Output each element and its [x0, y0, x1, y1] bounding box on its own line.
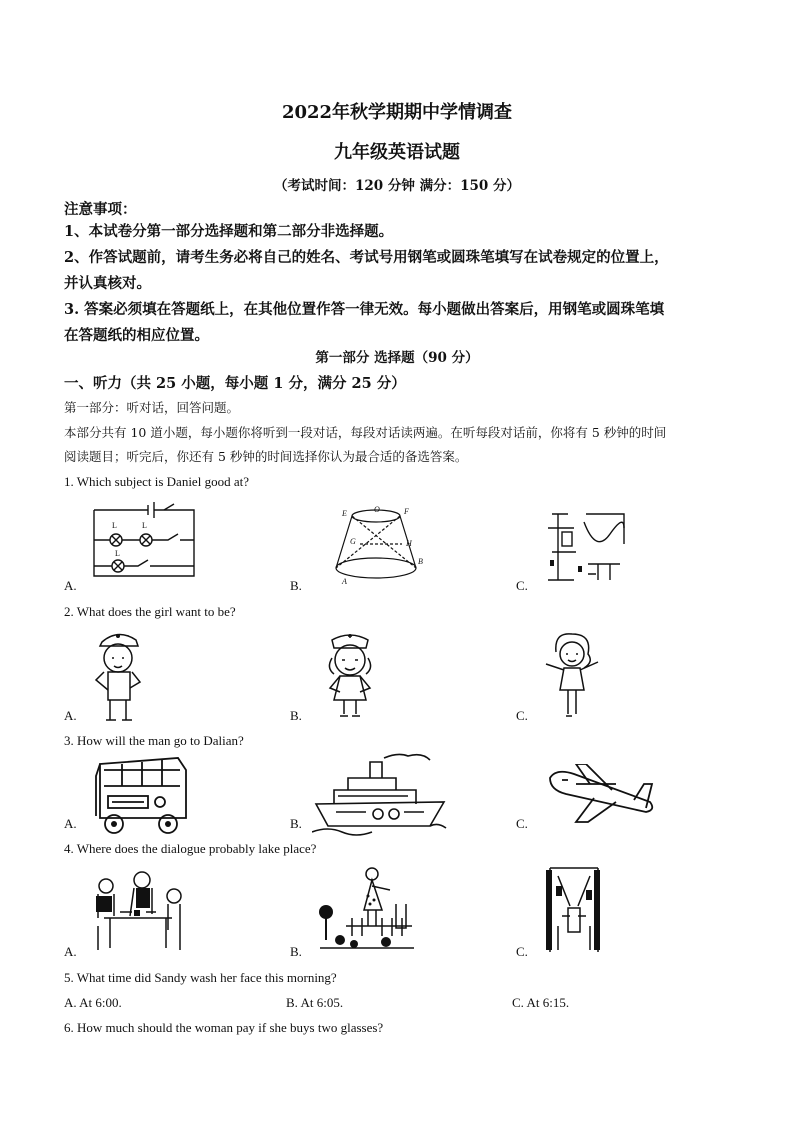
cone-label-e: E — [342, 509, 347, 518]
q4-option-b: B. — [290, 944, 302, 959]
section-heading: 一、听力（共 25 小题，每小题 1 分，满分 25 分） — [64, 375, 406, 392]
cone-label-o: O — [374, 505, 380, 514]
q4-option-a: A. — [64, 944, 77, 959]
question-4: 4. Where does the dialogue probably lake place? — [64, 841, 317, 856]
q1-option-c: C. — [516, 578, 528, 593]
question-2: 2. What does the girl want to be? — [64, 604, 236, 619]
circuit-label-l1: L — [112, 521, 117, 530]
nurse-girl-image — [318, 628, 382, 720]
q5-option-a: A. At 6:00. — [64, 995, 122, 1010]
question-6: 6. How much should the woman pay if she buys two glasses? — [64, 1020, 384, 1035]
instructions-line-2: 阅读题目；听完后，你还有 5 秒钟的时间选择你认为最合适的备选答案。 — [64, 449, 468, 464]
cone-label-b: B — [418, 557, 423, 566]
garden-scene-image — [316, 864, 416, 954]
question-3: 3. How will the man go to Dalian? — [64, 733, 244, 748]
cone-label-h: H — [406, 539, 412, 548]
q2-option-a: A. — [64, 708, 77, 723]
q3-option-b: B. — [290, 816, 302, 831]
part-heading: 第一部分 选择题（90 分） — [315, 350, 479, 366]
dancer-girl-image — [540, 628, 604, 720]
cone-frustum-image — [330, 504, 430, 586]
circuit-label-l2: L — [142, 521, 147, 530]
note-item-2: 2、作答试题前，请考生务必将自己的姓名、考试号用钢笔或圆珠笔填写在试卷规定的位置上， — [64, 249, 669, 266]
q2-option-b: B. — [290, 708, 302, 723]
note-item-2-cont: 并认真核对。 — [64, 275, 151, 292]
q1-option-b: B. — [290, 578, 302, 593]
street-scene-image — [544, 866, 604, 954]
q3-option-c: C. — [516, 816, 528, 831]
question-1: 1. Which subject is Daniel good at? — [64, 474, 249, 489]
q2-option-c: C. — [516, 708, 528, 723]
q5-option-b: B. At 6:05. — [286, 995, 344, 1010]
ship-image — [312, 752, 450, 836]
note-item-3-cont: 在答题纸的相应位置。 — [64, 327, 209, 344]
note-item-3: 3. 答案必须填在答题纸上，在其他位置作答一律无效。每小题做出答案后，用钢笔或圆珠笔填 — [64, 301, 665, 318]
cone-label-a: A — [342, 577, 347, 586]
exam-info: （考试时间：120 分钟 满分：150 分） — [274, 178, 520, 194]
cone-label-g: G — [350, 537, 356, 546]
airplane-image — [546, 764, 658, 828]
q4-option-c: C. — [516, 944, 528, 959]
question-5: 5. What time did Sandy wash her face this morning? — [64, 970, 337, 985]
lab-equipment-image — [544, 504, 626, 584]
note-item-1: 1、本试卷分第一部分选择题和第二部分非选择题。 — [64, 223, 394, 240]
q3-option-a: A. — [64, 816, 77, 831]
police-boy-image — [88, 628, 148, 724]
circuit-label-l3: L — [115, 549, 120, 558]
q1-option-a: A. — [64, 578, 77, 593]
page-subtitle: 九年级英语试题 — [334, 142, 460, 163]
instructions-line-1: 本部分共有 10 道小题，每小题你将听到一段对话，每段对话读两遍。在听每段对话前，你将有 5 秒钟的时间 — [64, 425, 667, 440]
notes-heading: 注意事项： — [64, 201, 137, 218]
bus-image — [92, 756, 190, 836]
dining-scene-image — [90, 866, 186, 956]
cone-label-f: F — [404, 507, 409, 516]
circuit-diagram-image — [88, 502, 200, 584]
subsection-heading: 第一部分：听对话，回答问题。 — [64, 400, 240, 415]
q5-option-c: C. At 6:15. — [512, 995, 570, 1010]
page-title: 2022年秋学期期中学情调查 — [281, 102, 513, 123]
